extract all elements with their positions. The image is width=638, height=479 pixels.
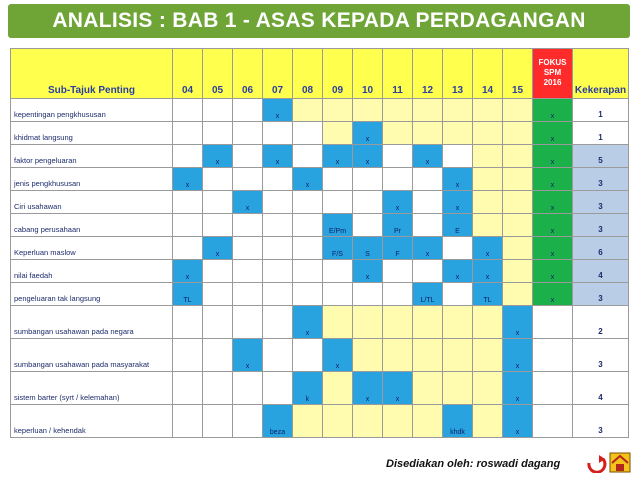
year-cell xyxy=(443,283,473,306)
year-cell xyxy=(263,372,293,405)
table-row xyxy=(11,214,629,237)
year-cell: x xyxy=(503,339,533,372)
year-cell: x xyxy=(233,191,263,214)
header-year: 06 xyxy=(233,49,263,99)
year-cell: S xyxy=(353,237,383,260)
row-label: kepentingan pengkhususan xyxy=(11,99,173,122)
header-year: 04 xyxy=(173,49,203,99)
header-year: 10 xyxy=(353,49,383,99)
year-cell xyxy=(173,99,203,122)
year-cell xyxy=(473,339,503,372)
year-cell xyxy=(413,372,443,405)
focus-cell: x xyxy=(533,260,573,283)
year-cell xyxy=(293,99,323,122)
row-label: sumbangan usahawan pada negara xyxy=(11,306,173,339)
year-cell xyxy=(473,168,503,191)
year-cell xyxy=(233,260,263,283)
year-cell xyxy=(443,237,473,260)
focus-cell: x xyxy=(533,122,573,145)
footer-credit: Disediakan oleh: roswadi dagang xyxy=(386,458,561,470)
year-cell: x xyxy=(503,372,533,405)
year-cell: x xyxy=(203,237,233,260)
home-logo-icon xyxy=(586,451,632,473)
focus-line: 2016 xyxy=(543,77,562,87)
year-cell: x xyxy=(173,168,203,191)
year-cell: k xyxy=(293,372,323,405)
year-cell: x xyxy=(263,145,293,168)
year-cell: beza xyxy=(263,405,293,438)
year-cell xyxy=(383,122,413,145)
table-row xyxy=(11,145,629,168)
row-label: cabang perusahaan xyxy=(11,214,173,237)
year-cell xyxy=(353,191,383,214)
row-label: Ciri usahawan xyxy=(11,191,173,214)
year-cell xyxy=(293,237,323,260)
year-cell xyxy=(323,99,353,122)
row-label: sumbangan usahawan pada masyarakat xyxy=(11,339,173,372)
year-cell: x xyxy=(503,405,533,438)
year-cell xyxy=(413,122,443,145)
frequency-cell: 3 xyxy=(573,405,629,438)
year-cell: x xyxy=(233,339,263,372)
frequency-cell: 3 xyxy=(573,283,629,306)
year-cell xyxy=(233,99,263,122)
year-cell xyxy=(233,214,263,237)
year-cell xyxy=(203,122,233,145)
frequency-cell: 1 xyxy=(573,99,629,122)
year-cell xyxy=(233,168,263,191)
year-cell xyxy=(353,339,383,372)
header-focus-spm xyxy=(533,49,573,99)
year-cell xyxy=(263,283,293,306)
year-cell xyxy=(383,145,413,168)
header-year: 12 xyxy=(413,49,443,99)
year-cell: x xyxy=(503,306,533,339)
year-cell: x xyxy=(353,122,383,145)
table-row xyxy=(11,339,629,372)
focus-cell xyxy=(533,306,573,339)
year-cell xyxy=(473,405,503,438)
year-cell: x xyxy=(263,99,293,122)
year-cell xyxy=(203,283,233,306)
year-cell: x xyxy=(293,168,323,191)
year-cell xyxy=(383,339,413,372)
year-cell xyxy=(413,99,443,122)
focus-line: FOKUS xyxy=(538,57,567,67)
year-cell xyxy=(293,214,323,237)
year-cell xyxy=(503,283,533,306)
year-cell xyxy=(233,237,263,260)
year-cell xyxy=(443,339,473,372)
focus-cell: x xyxy=(533,191,573,214)
row-label: keperluan / kehendak xyxy=(11,405,173,438)
focus-cell: x xyxy=(533,168,573,191)
focus-cell: x xyxy=(533,283,573,306)
table-row xyxy=(11,372,629,405)
year-cell xyxy=(503,168,533,191)
row-label: pengeluaran tak langsung xyxy=(11,283,173,306)
row-label: khidmat langsung xyxy=(11,122,173,145)
year-cell: x xyxy=(293,306,323,339)
table-row xyxy=(11,168,629,191)
year-cell: x xyxy=(383,191,413,214)
year-cell xyxy=(293,339,323,372)
year-cell xyxy=(413,168,443,191)
focus-cell xyxy=(533,339,573,372)
year-cell xyxy=(293,122,323,145)
year-cell: x xyxy=(413,145,443,168)
table-row xyxy=(11,283,629,306)
header-year: 05 xyxy=(203,49,233,99)
year-cell xyxy=(293,260,323,283)
year-cell: F/S xyxy=(323,237,353,260)
year-cell xyxy=(293,283,323,306)
year-cell: x xyxy=(413,237,443,260)
year-cell xyxy=(353,283,383,306)
header-year: 07 xyxy=(263,49,293,99)
year-cell xyxy=(233,405,263,438)
frequency-cell: 3 xyxy=(573,339,629,372)
year-cell xyxy=(173,306,203,339)
year-cell xyxy=(443,145,473,168)
header-year: 09 xyxy=(323,49,353,99)
year-cell xyxy=(203,405,233,438)
year-cell xyxy=(173,339,203,372)
year-cell xyxy=(263,260,293,283)
year-cell xyxy=(263,122,293,145)
year-cell xyxy=(383,283,413,306)
table-row xyxy=(11,306,629,339)
year-cell xyxy=(323,372,353,405)
year-cell xyxy=(233,283,263,306)
row-label: sistem barter (syrt / kelemahan) xyxy=(11,372,173,405)
frequency-cell: 3 xyxy=(573,168,629,191)
frequency-cell: 4 xyxy=(573,260,629,283)
header-frequency: Kekerapan xyxy=(573,49,629,99)
row-label: nilai faedah xyxy=(11,260,173,283)
year-cell xyxy=(173,122,203,145)
year-cell xyxy=(443,306,473,339)
year-cell: x xyxy=(353,145,383,168)
table-row xyxy=(11,99,629,122)
year-cell xyxy=(173,405,203,438)
year-cell xyxy=(173,214,203,237)
year-cell xyxy=(503,237,533,260)
year-cell xyxy=(383,260,413,283)
table-row xyxy=(11,405,629,438)
year-cell xyxy=(353,214,383,237)
frequency-cell: 4 xyxy=(573,372,629,405)
year-cell xyxy=(473,214,503,237)
page-title: ANALISIS : BAB 1 - ASAS KEPADA PERDAGANGAN xyxy=(8,4,630,38)
year-cell xyxy=(203,306,233,339)
year-cell xyxy=(413,306,443,339)
year-cell xyxy=(173,145,203,168)
year-cell: x xyxy=(203,145,233,168)
focus-cell: x xyxy=(533,237,573,260)
year-cell: x xyxy=(323,145,353,168)
year-cell xyxy=(383,99,413,122)
analysis-table xyxy=(10,48,629,438)
year-cell xyxy=(353,168,383,191)
table-row xyxy=(11,260,629,283)
year-cell: x xyxy=(323,339,353,372)
year-cell xyxy=(293,405,323,438)
year-cell xyxy=(503,122,533,145)
year-cell xyxy=(473,191,503,214)
header-year: 11 xyxy=(383,49,413,99)
year-cell xyxy=(323,168,353,191)
year-cell xyxy=(503,99,533,122)
year-cell xyxy=(413,214,443,237)
year-cell xyxy=(263,214,293,237)
year-cell xyxy=(473,372,503,405)
year-cell: TL xyxy=(173,283,203,306)
year-cell xyxy=(413,405,443,438)
year-cell: x xyxy=(383,372,413,405)
year-cell xyxy=(413,260,443,283)
year-cell: khdk xyxy=(443,405,473,438)
year-cell: x xyxy=(353,260,383,283)
focus-cell: x xyxy=(533,214,573,237)
year-cell xyxy=(383,168,413,191)
year-cell xyxy=(413,191,443,214)
year-cell xyxy=(323,260,353,283)
focus-cell xyxy=(533,405,573,438)
year-cell xyxy=(473,145,503,168)
year-cell xyxy=(233,122,263,145)
frequency-cell: 3 xyxy=(573,214,629,237)
year-cell xyxy=(173,372,203,405)
frequency-cell: 1 xyxy=(573,122,629,145)
frequency-cell: 3 xyxy=(573,191,629,214)
year-cell xyxy=(383,405,413,438)
year-cell xyxy=(413,339,443,372)
frequency-cell: 5 xyxy=(573,145,629,168)
year-cell xyxy=(503,260,533,283)
header-row xyxy=(11,49,629,99)
year-cell xyxy=(233,372,263,405)
year-cell xyxy=(503,191,533,214)
year-cell: x xyxy=(473,260,503,283)
year-cell: F xyxy=(383,237,413,260)
year-cell xyxy=(173,237,203,260)
header-subtopic: Sub-Tajuk Penting xyxy=(11,49,173,99)
year-cell: x xyxy=(443,168,473,191)
year-cell xyxy=(323,405,353,438)
year-cell xyxy=(353,99,383,122)
focus-line: SPM xyxy=(543,67,562,77)
year-cell: L/TL xyxy=(413,283,443,306)
year-cell xyxy=(203,339,233,372)
year-cell xyxy=(203,99,233,122)
frequency-cell: 2 xyxy=(573,306,629,339)
year-cell: Pr xyxy=(383,214,413,237)
year-cell xyxy=(323,191,353,214)
header-year: 15 xyxy=(503,49,533,99)
row-label: Keperluan maslow xyxy=(11,237,173,260)
year-cell xyxy=(203,191,233,214)
year-cell: E xyxy=(443,214,473,237)
year-cell xyxy=(263,339,293,372)
year-cell: TL xyxy=(473,283,503,306)
focus-cell: x xyxy=(533,99,573,122)
year-cell xyxy=(203,168,233,191)
table-row xyxy=(11,191,629,214)
year-cell xyxy=(203,260,233,283)
header-year: 14 xyxy=(473,49,503,99)
year-cell: x xyxy=(353,372,383,405)
header-year: 13 xyxy=(443,49,473,99)
year-cell: E/Pm xyxy=(323,214,353,237)
year-cell xyxy=(293,191,323,214)
year-cell: x xyxy=(443,260,473,283)
year-cell: x xyxy=(473,237,503,260)
year-cell xyxy=(353,306,383,339)
year-cell xyxy=(233,145,263,168)
year-cell xyxy=(263,237,293,260)
table-row xyxy=(11,122,629,145)
focus-cell: x xyxy=(533,145,573,168)
year-cell xyxy=(173,191,203,214)
year-cell xyxy=(203,372,233,405)
year-cell xyxy=(323,122,353,145)
year-cell xyxy=(473,306,503,339)
year-cell xyxy=(263,306,293,339)
year-cell xyxy=(443,99,473,122)
year-cell xyxy=(263,168,293,191)
year-cell xyxy=(503,145,533,168)
year-cell xyxy=(263,191,293,214)
row-label: faktor pengeluaran xyxy=(11,145,173,168)
year-cell xyxy=(353,405,383,438)
year-cell xyxy=(443,122,473,145)
focus-cell xyxy=(533,372,573,405)
year-cell xyxy=(473,122,503,145)
year-cell xyxy=(383,306,413,339)
year-cell xyxy=(293,145,323,168)
year-cell xyxy=(203,214,233,237)
row-label: jenis pengkhususan xyxy=(11,168,173,191)
year-cell xyxy=(233,306,263,339)
year-cell xyxy=(473,99,503,122)
frequency-cell: 6 xyxy=(573,237,629,260)
header-year: 08 xyxy=(293,49,323,99)
year-cell xyxy=(323,306,353,339)
year-cell xyxy=(443,372,473,405)
year-cell: x xyxy=(173,260,203,283)
table-row xyxy=(11,237,629,260)
year-cell xyxy=(323,283,353,306)
year-cell: x xyxy=(443,191,473,214)
year-cell xyxy=(503,214,533,237)
